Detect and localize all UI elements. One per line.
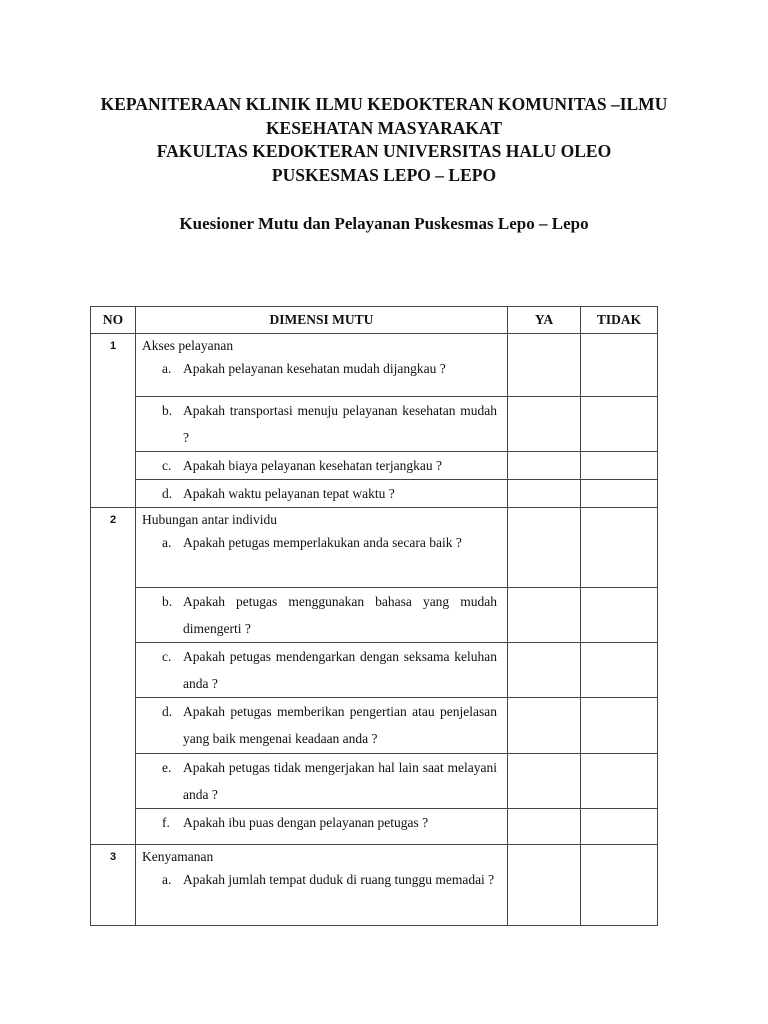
answer-no-cell[interactable]: [581, 845, 658, 926]
answer-no-cell[interactable]: [581, 480, 658, 508]
table-header-row: [91, 307, 658, 334]
column-header-no-answer: TIDAK: [581, 307, 658, 334]
list-item: b. Apakah petugas menggunakan bahasa yang mudah dimengerti ?: [136, 588, 507, 642]
answer-yes-cell[interactable]: [508, 480, 581, 508]
question-text: Apakah transportasi menuju pelayanan kesehatan mudah ?: [183, 403, 497, 445]
answer-no-cell[interactable]: [581, 508, 658, 588]
column-header-yes: YA: [508, 307, 581, 334]
answer-yes-cell[interactable]: [508, 845, 581, 926]
answer-yes-cell[interactable]: [508, 397, 581, 452]
header-line-4: PUSKESMAS LEPO – LEPO: [271, 164, 497, 185]
list-item: d. Apakah waktu pelayanan tepat waktu ?: [136, 480, 507, 507]
question-cell: [136, 754, 508, 809]
answer-yes-cell[interactable]: [508, 643, 581, 698]
table-row: [91, 845, 658, 926]
answer-no-cell[interactable]: [581, 452, 658, 480]
answer-no-cell[interactable]: [581, 698, 658, 754]
questionnaire-title: Kuesioner Mutu dan Pelayanan Puskesmas Lepo – Lepo: [179, 214, 589, 233]
question-cell: [136, 508, 508, 588]
table-row: [91, 452, 658, 480]
table-row: [91, 508, 658, 588]
question-text: Apakah petugas tidak mengerjakan hal lain saat melayani anda ?: [183, 760, 497, 802]
question-text: Apakah jumlah tempat duduk di ruang tunggu memadai ?: [183, 872, 495, 887]
answer-yes-cell[interactable]: [508, 809, 581, 845]
section-number: 3: [91, 845, 136, 926]
question-cell: [136, 845, 508, 926]
question-cell: [136, 452, 508, 480]
answer-yes-cell[interactable]: [508, 588, 581, 643]
answer-yes-cell[interactable]: [508, 334, 581, 397]
question-cell: [136, 698, 508, 754]
answer-no-cell[interactable]: [581, 643, 658, 698]
table-row: [91, 334, 658, 397]
section-title: Kenyamanan: [142, 849, 214, 864]
table-row: [91, 698, 658, 754]
header-line-2: KESEHATAN MASYARAKAT: [265, 117, 503, 138]
table-row: [91, 480, 658, 508]
question-cell: [136, 397, 508, 452]
question-text: Apakah biaya pelayanan kesehatan terjangkau ?: [183, 458, 442, 473]
question-text: Apakah petugas mendengarkan dengan seksama keluhan anda ?: [183, 649, 497, 691]
question-cell: [136, 588, 508, 643]
document-header: [60, 93, 708, 187]
table-row: [91, 397, 658, 452]
question-cell: [136, 480, 508, 508]
section-title: Akses pelayanan: [142, 338, 234, 353]
answer-yes-cell[interactable]: [508, 698, 581, 754]
answer-yes-cell[interactable]: [508, 452, 581, 480]
column-header-dimension: DIMENSI MUTU: [136, 307, 508, 334]
answer-no-cell[interactable]: [581, 754, 658, 809]
section-title: Hubungan antar individu: [142, 512, 277, 527]
list-item: f. Apakah ibu puas dengan pelayanan petugas ?: [136, 809, 507, 836]
answer-no-cell[interactable]: [581, 334, 658, 397]
section-number: 1: [91, 334, 136, 508]
answer-no-cell[interactable]: [581, 809, 658, 845]
answer-no-cell[interactable]: [581, 588, 658, 643]
header-line-1: KEPANITERAAN KLINIK ILMU KEDOKTERAN KOMUNITAS –ILMU: [100, 94, 668, 114]
question-text: Apakah pelayanan kesehatan mudah dijangkau ?: [183, 361, 446, 376]
question-text: Apakah ibu puas dengan pelayanan petugas ?: [183, 815, 429, 830]
list-item: b. Apakah transportasi menuju pelayanan kesehatan mudah ?: [136, 397, 507, 451]
question-text: Apakah waktu pelayanan tepat waktu ?: [183, 486, 395, 501]
table-row: [91, 643, 658, 698]
question-text: Apakah petugas memberikan pengertian atau penjelasan yang baik mengenai keadaan anda ?: [183, 704, 497, 746]
header-line-3: FAKULTAS KEDOKTERAN UNIVERSITAS HALU OLEO: [156, 141, 612, 161]
list-item: a. Apakah jumlah tempat duduk di ruang tunggu memadai ?: [136, 866, 507, 893]
question-cell: [136, 334, 508, 397]
list-item: a. Apakah petugas memperlakukan anda secara baik ?: [136, 529, 507, 556]
question-text: Apakah petugas menggunakan bahasa yang mudah dimengerti ?: [183, 594, 497, 636]
column-header-no: NO: [91, 307, 136, 334]
questionnaire-table: [90, 306, 658, 926]
table-row: [91, 809, 658, 845]
question-cell: [136, 809, 508, 845]
list-item: c. Apakah biaya pelayanan kesehatan terjangkau ?: [136, 452, 507, 479]
question-cell: [136, 643, 508, 698]
list-item: d. Apakah petugas memberikan pengertian atau penjelasan yang baik mengenai keadaan anda ?: [136, 698, 507, 752]
section-number: 2: [91, 508, 136, 845]
question-text: Apakah petugas memperlakukan anda secara baik ?: [183, 535, 462, 550]
answer-no-cell[interactable]: [581, 397, 658, 452]
answer-yes-cell[interactable]: [508, 754, 581, 809]
table-row: [91, 588, 658, 643]
list-item: e. Apakah petugas tidak mengerjakan hal lain saat melayani anda ?: [136, 754, 507, 808]
list-item: c. Apakah petugas mendengarkan dengan seksama keluhan anda ?: [136, 643, 507, 697]
list-item: a. Apakah pelayanan kesehatan mudah dijangkau ?: [136, 355, 507, 382]
answer-yes-cell[interactable]: [508, 508, 581, 588]
table-row: [91, 754, 658, 809]
